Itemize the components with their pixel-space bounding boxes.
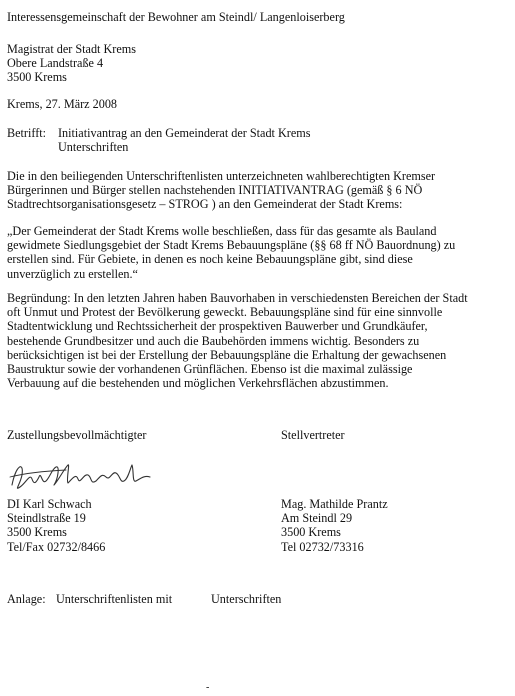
recipient-line: Obere Landstraße 4 <box>7 56 104 71</box>
reasoning-line: Baustruktur sowie der vorhandenen Grünflächen. Ebenso ist die maximal zulässige <box>7 362 413 377</box>
intro-line: Bürgerinnen und Bürger stellen nachstehenden INITIATIVANTRAG (gemäß § 6 NÖ <box>7 183 423 198</box>
recipient-line: Magistrat der Stadt Krems <box>7 42 136 56</box>
left-role-label: Zustellungsbevollmächtigter <box>7 428 147 442</box>
left-contact-street: Steindlstraße 19 <box>7 511 86 526</box>
reasoning-line: berücksichtigen ist bei der Erstellung der Bebauungspläne die Erhaltung der gewachsenen <box>7 347 447 362</box>
reasoning-line: Stadtentwicklung und Rechtssicherheit der prospektiven Bauwerber und Grundkäufer, <box>7 319 428 334</box>
page-mark: - <box>206 682 210 693</box>
reasoning-paragraph <box>7 291 468 390</box>
attachment-text: Unterschriftenlisten mit <box>56 592 173 606</box>
reasoning-line: oft Unmut und Protest der Bevölkerung geweckt. Bebauungspläne sind für eine sinnvolle <box>7 305 443 320</box>
reasoning-line: Begründung: In den letzten Jahren haben Bauvorhaben in verschiedensten Bereichen der Stadt <box>7 291 468 305</box>
header-line: Interessensgemeinschaft der Bewohner am Steindl/ Langenloiserberg <box>7 10 345 24</box>
left-contact <box>7 497 105 554</box>
recipient-address <box>7 42 136 85</box>
left-contact-phone: Tel/Fax 02732/8466 <box>7 539 106 554</box>
attachment-text-2: Unterschriften <box>211 592 282 606</box>
attachment-label: Anlage: <box>7 592 46 606</box>
left-contact-city: 3500 Krems <box>7 525 67 540</box>
right-contact-name: Mag. Mathilde Prantz <box>281 497 388 511</box>
reasoning-line: bestehende Grundbesitzer und auch die Baubehörden immens wichtig. Besonders zu <box>7 333 420 348</box>
subject-line: Initiativantrag an den Gemeinderat der Stadt Krems <box>58 126 311 140</box>
motion-line: erstellen sind. Für Gebiete, in denen es noch keine Bebauungspläne gibt, sind diese <box>7 252 413 267</box>
intro-line: Die in den beiliegenden Unterschriftenlisten unterzeichneten wahlberechtigten Kremser <box>7 169 436 183</box>
subject-line-2: Unterschriften <box>58 140 129 154</box>
handwritten-signature <box>6 455 156 495</box>
recipient-line: 3500 Krems <box>7 70 67 85</box>
right-contact-street: Am Steindl 29 <box>281 511 353 526</box>
motion-line: unverzüglich zu erstellen.“ <box>7 266 138 281</box>
motion-paragraph <box>7 224 455 281</box>
right-contact <box>281 497 388 554</box>
motion-line: gewidmete Siedlungsgebiet der Stadt Krems Bebauungspläne (§§ 68 ff NÖ Bauordnung) zu <box>7 238 456 253</box>
left-contact-name: DI Karl Schwach <box>7 497 92 511</box>
date-line: Krems, 27. März 2008 <box>7 97 118 111</box>
right-role-label: Stellvertreter <box>281 428 345 442</box>
intro-paragraph <box>7 169 435 212</box>
right-contact-city: 3500 Krems <box>281 525 341 540</box>
intro-line: Stadtrechtsorganisationsgesetz – STROG ) an den Gemeinderat der Stadt Krems: <box>7 197 403 212</box>
motion-line: „Der Gemeinderat der Stadt Krems wolle beschließen, dass für das gesamte als Bauland <box>7 224 437 238</box>
reasoning-line: Verbauung auf die bestehenden und möglichen Verkehrsflächen abzustimmen. <box>7 376 389 391</box>
right-contact-phone: Tel 02732/73316 <box>281 539 364 554</box>
subject-label: Betrifft: <box>7 126 47 140</box>
